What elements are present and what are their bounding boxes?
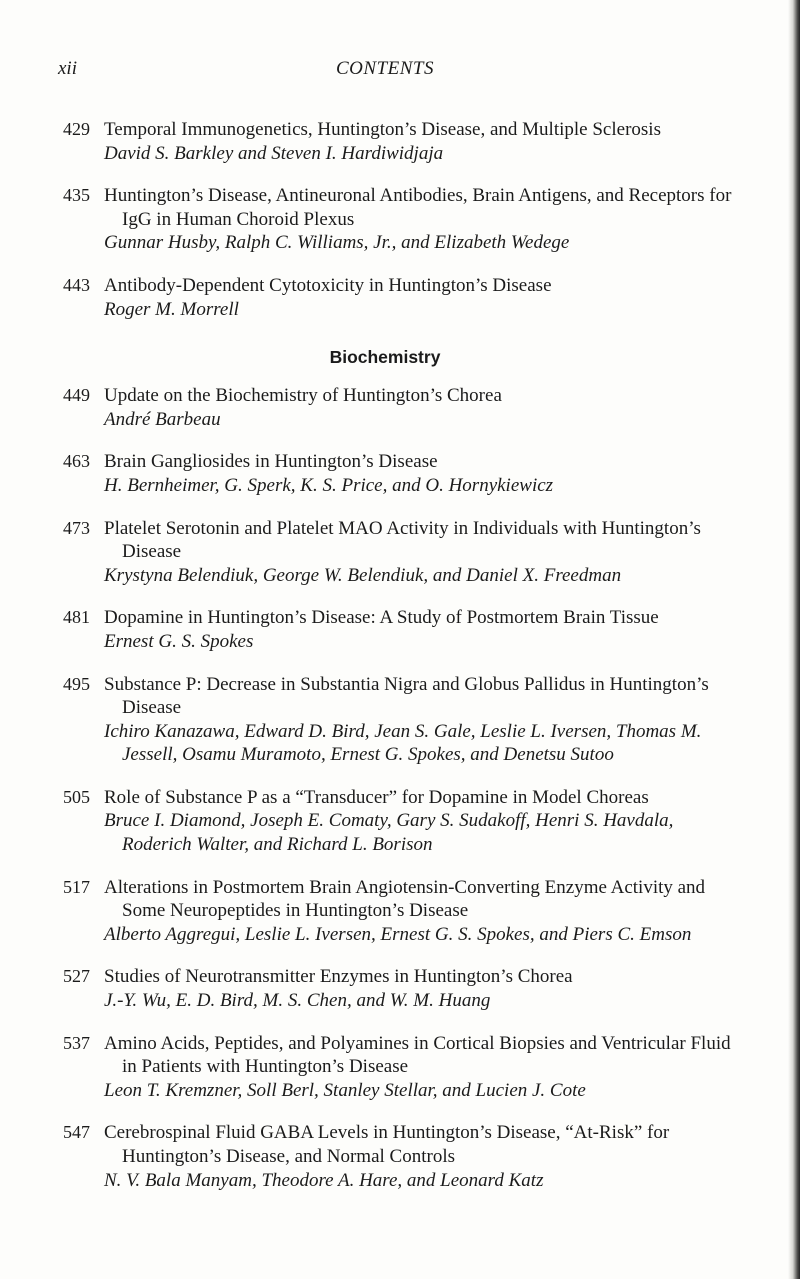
entry-authors: Krystyna Belendiuk, George W. Belendiuk, and Daniel X. Freedman bbox=[104, 564, 622, 586]
entry-title: Brain Gangliosides in Huntington’s Disease bbox=[104, 451, 438, 473]
entry-page: 463 bbox=[63, 451, 90, 472]
entry-title: Temporal Immunogenetics, Huntington’s Disease, and Multiple Sclerosis bbox=[104, 119, 661, 140]
entry-page: 449 bbox=[63, 385, 90, 406]
entry-authors: Ichiro Kanazawa, Edward D. Bird, Jean S. Gale, Leslie L. Iversen, Thomas M. Jessell, Osamu Muramoto, Ernest G. Spokes, and Denetsu Sutoo bbox=[104, 720, 702, 766]
entry-title: Platelet Serotonin and Platelet MAO Activity in Individuals with Huntington’s Disease bbox=[104, 517, 701, 563]
entry-page: 505 bbox=[63, 786, 90, 807]
entry-authors: Gunnar Husby, Ralph C. Williams, Jr., and Elizabeth Wedege bbox=[104, 232, 570, 254]
entry-title: Amino Acids, Peptides, and Polyamines in Cortical Biopsies and Ventricular Fluid in Patients with Huntington’s Disease bbox=[104, 1032, 731, 1078]
entry-title: Dopamine in Huntington’s Disease: A Study of Postmortem Brain Tissue bbox=[104, 607, 659, 629]
toc-entry bbox=[0, 517, 800, 588]
entry-title: Update on the Biochemistry of Huntington’s Chorea bbox=[104, 385, 502, 407]
entry-title: Huntington’s Disease, Antineuronal Antibodies, Brain Antigens, and Receptors for IgG in Human Choroid Plexus bbox=[104, 185, 732, 230]
toc-entry bbox=[0, 184, 800, 255]
toc-entry bbox=[0, 1121, 800, 1192]
entry-authors: N. V. Bala Manyam, Theodore A. Hare, and Leonard Katz bbox=[104, 1169, 544, 1191]
entry-title: Role of Substance P as a “Transducer” for Dopamine in Model Choreas bbox=[104, 786, 649, 808]
entry-page: 443 bbox=[63, 274, 90, 295]
toc-entry bbox=[0, 876, 800, 947]
toc-entry bbox=[0, 118, 800, 165]
entry-authors: Bruce I. Diamond, Joseph E. Comaty, Gary S. Sudakoff, Henri S. Havdala, Roderich Walter, and Richard L. Borison bbox=[104, 810, 674, 856]
toc-entry bbox=[0, 384, 800, 431]
toc-entry bbox=[0, 1032, 800, 1103]
toc-entry bbox=[0, 965, 800, 1012]
toc-entry bbox=[0, 673, 800, 767]
page-number: xii bbox=[58, 58, 77, 79]
entry-authors: Alberto Aggregui, Leslie L. Iversen, Ernest G. S. Spokes, and Piers C. Emson bbox=[104, 923, 692, 945]
entry-page: 527 bbox=[63, 966, 90, 987]
entry-page: 481 bbox=[63, 607, 90, 628]
entry-page: 473 bbox=[63, 517, 90, 538]
entry-title: Antibody-Dependent Cytotoxicity in Huntington’s Disease bbox=[104, 274, 552, 296]
entry-page: 547 bbox=[63, 1122, 90, 1143]
toc-entry bbox=[0, 450, 800, 497]
section-heading: Biochemistry bbox=[329, 347, 441, 368]
table-of-contents bbox=[0, 118, 800, 1192]
entry-page: 435 bbox=[63, 185, 90, 206]
entry-authors: Ernest G. S. Spokes bbox=[104, 630, 254, 652]
toc-entry bbox=[0, 606, 800, 653]
entry-authors: André Barbeau bbox=[104, 408, 221, 430]
entry-authors: Roger M. Morrell bbox=[104, 298, 239, 320]
entry-authors: David S. Barkley and Steven I. Hardiwidjaja bbox=[104, 142, 444, 164]
page-header bbox=[0, 58, 800, 84]
entry-title: Cerebrospinal Fluid GABA Levels in Huntington’s Disease, “At-Risk” for Huntington’s Disease, and Normal Controls bbox=[104, 1122, 670, 1167]
entry-page: 495 bbox=[63, 673, 90, 694]
entry-title: Studies of Neurotransmitter Enzymes in Huntington’s Chorea bbox=[104, 966, 573, 988]
entry-page: 537 bbox=[63, 1032, 90, 1053]
entry-page: 517 bbox=[63, 876, 90, 897]
running-head: CONTENTS bbox=[336, 58, 434, 79]
toc-entry bbox=[0, 786, 800, 857]
toc-entry bbox=[0, 274, 800, 321]
entry-title: Alterations in Postmortem Brain Angiotensin-Converting Enzyme Activity and Some Neuropeptides in Huntington’s Disease bbox=[104, 876, 706, 922]
entry-page: 429 bbox=[63, 119, 90, 139]
entry-authors: Leon T. Kremzner, Soll Berl, Stanley Stellar, and Lucien J. Cote bbox=[104, 1079, 586, 1101]
entry-authors: J.-Y. Wu, E. D. Bird, M. S. Chen, and W. M. Huang bbox=[104, 990, 491, 1012]
entry-title: Substance P: Decrease in Substantia Nigra and Globus Pallidus in Huntington’s Disease bbox=[104, 673, 709, 719]
entry-authors: H. Bernheimer, G. Sperk, K. S. Price, and O. Hornykiewicz bbox=[104, 474, 554, 496]
